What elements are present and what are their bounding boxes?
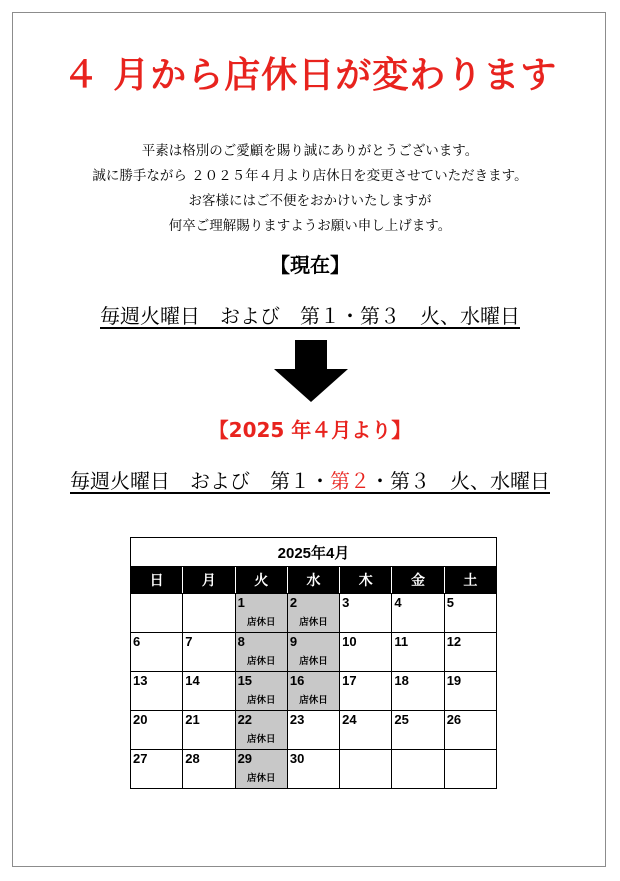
- calendar-day-cell: [392, 633, 444, 672]
- calendar-day-cell: [183, 711, 235, 750]
- calendar-week-row: [131, 633, 497, 672]
- closed-day-label: 店休日: [299, 617, 328, 628]
- calendar-day-cell: [235, 711, 287, 750]
- day-number: 26: [446, 712, 462, 727]
- calendar-day-cell: [392, 711, 444, 750]
- weekday-header: 火: [235, 567, 287, 594]
- calendar-day-cell: [287, 633, 339, 672]
- calendar-day-cell: [444, 594, 496, 633]
- closed-day-label: 店休日: [246, 773, 276, 784]
- calendar-body: [131, 594, 497, 789]
- weekday-header: 水: [287, 567, 339, 594]
- day-number: 13: [133, 673, 148, 688]
- day-number: 14: [185, 673, 200, 688]
- calendar-caption: 2025年4月: [131, 538, 497, 567]
- day-number: 22: [237, 712, 253, 727]
- intro-line: 誠に勝手ながら ２０２５年４月より店休日を変更させていただきます。: [92, 168, 528, 184]
- calendar-day-cell: [444, 711, 496, 750]
- closed-day-label: 店休日: [299, 695, 328, 706]
- current-schedule-text: 毎週火曜日 および 第１・第３ 火、水曜日: [100, 304, 520, 328]
- calendar-day-cell: [392, 750, 444, 789]
- day-number: 25: [394, 712, 409, 727]
- day-number: 11: [394, 634, 409, 649]
- day-number: [392, 750, 443, 751]
- weekday-header-row: [131, 567, 497, 594]
- calendar-day-cell: [287, 711, 339, 750]
- day-number: [340, 750, 391, 751]
- calendar-day-cell: [287, 750, 339, 789]
- calendar-day-cell: [183, 594, 235, 633]
- calendar-day-cell: [131, 594, 183, 633]
- calendar-day-cell: [235, 594, 287, 633]
- calendar-day-cell: [287, 672, 339, 711]
- closed-day-label: 店休日: [246, 656, 276, 667]
- intro-line: お客様にはご不便をおかけいたしますが: [188, 193, 432, 209]
- current-heading: 【現在】: [270, 253, 350, 277]
- closed-day-label: 店休日: [246, 617, 276, 628]
- page-title: ４ 月から店休日が変わります: [62, 55, 558, 96]
- day-number: 19: [446, 673, 462, 688]
- day-number: 24: [342, 712, 357, 727]
- calendar-day-cell: [340, 672, 392, 711]
- day-number: 9: [289, 634, 298, 649]
- day-number: 30: [289, 751, 305, 766]
- calendar-day-cell: [340, 711, 392, 750]
- new-schedule-part: 毎週火曜日 および 第１・: [70, 469, 330, 493]
- weekday-header: 金: [392, 567, 444, 594]
- calendar-day-cell: [183, 672, 235, 711]
- current-schedule: [0, 302, 620, 330]
- day-number: [183, 594, 234, 595]
- day-number: 21: [185, 712, 200, 727]
- calendar-day-cell: [392, 672, 444, 711]
- weekday-header: 日: [131, 567, 183, 594]
- day-number: 20: [133, 712, 148, 727]
- intro-line: 何卒ご理解賜りますようお願い申し上げます。: [168, 218, 452, 234]
- day-number: 3: [342, 595, 350, 610]
- day-number: 28: [185, 751, 200, 766]
- down-arrow-icon: [274, 340, 348, 402]
- weekday-header: 土: [444, 567, 496, 594]
- new-heading: 【2025 年４月より】: [208, 418, 412, 442]
- day-number: 10: [342, 634, 357, 649]
- weekday-header: 木: [340, 567, 392, 594]
- new-schedule-part: ・第３ 火、水曜日: [370, 469, 550, 493]
- closed-day-label: 店休日: [246, 734, 276, 745]
- calendar-day-cell: [235, 750, 287, 789]
- calendar-day-cell: [444, 672, 496, 711]
- day-number: 16: [289, 673, 305, 688]
- calendar-day-cell: [131, 711, 183, 750]
- calendar-day-cell: [340, 594, 392, 633]
- intro-line: 平素は格別のご愛顧を賜り誠にありがとうございます。: [141, 143, 479, 159]
- calendar-day-cell: [235, 633, 287, 672]
- intro-message: [0, 139, 620, 239]
- day-number: 27: [133, 751, 148, 766]
- day-number: 1: [237, 595, 245, 610]
- day-number: 2: [289, 595, 298, 610]
- new-schedule-text: [70, 469, 550, 493]
- day-number: [445, 750, 496, 751]
- closed-day-label: 店休日: [299, 656, 328, 667]
- new-schedule-highlight: 第２: [330, 469, 370, 493]
- calendar-day-cell: [131, 633, 183, 672]
- day-number: 7: [185, 634, 193, 649]
- calendar-week-row: [131, 750, 497, 789]
- calendar: [130, 537, 497, 789]
- day-number: 17: [342, 673, 357, 688]
- day-number: 4: [394, 595, 402, 610]
- day-number: 5: [446, 595, 454, 610]
- calendar-day-cell: [340, 750, 392, 789]
- day-number: 12: [446, 634, 462, 649]
- calendar-week-row: [131, 594, 497, 633]
- calendar-day-cell: [235, 672, 287, 711]
- day-number: 6: [133, 634, 141, 649]
- weekday-header: 月: [183, 567, 235, 594]
- calendar-day-cell: [287, 594, 339, 633]
- day-number: 15: [237, 673, 253, 688]
- calendar-week-row: [131, 672, 497, 711]
- day-number: 18: [394, 673, 409, 688]
- day-number: 29: [237, 751, 253, 766]
- calendar-day-cell: [131, 750, 183, 789]
- calendar-day-cell: [340, 633, 392, 672]
- calendar-day-cell: [444, 633, 496, 672]
- day-number: 8: [237, 634, 245, 649]
- closed-day-label: 店休日: [246, 695, 276, 706]
- day-number: [131, 594, 182, 595]
- new-schedule: [0, 467, 620, 495]
- calendar-day-cell: [131, 672, 183, 711]
- calendar-day-cell: [183, 750, 235, 789]
- calendar-day-cell: [392, 594, 444, 633]
- calendar-day-cell: [444, 750, 496, 789]
- calendar-week-row: [131, 711, 497, 750]
- calendar-day-cell: [183, 633, 235, 672]
- day-number: 23: [289, 712, 305, 727]
